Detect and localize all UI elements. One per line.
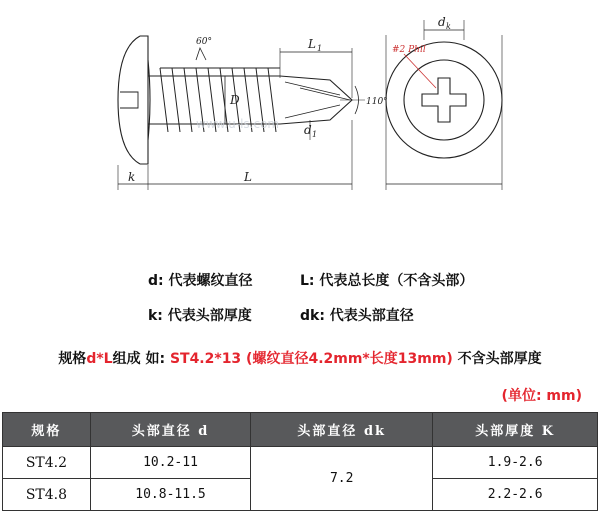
d1-label: d xyxy=(304,123,312,137)
d-diameter-label: D xyxy=(230,93,240,107)
cell-d: 10.8-11.5 xyxy=(90,479,250,511)
legend-dk: dk: 代表头部直径 xyxy=(300,308,414,324)
watermark: www.u-ls.com xyxy=(196,117,280,131)
header-k: 头部厚度 K xyxy=(433,413,598,447)
angle-60-label: 60° xyxy=(196,37,212,47)
k-label: k xyxy=(128,170,136,184)
angle-110-label: 110° xyxy=(366,97,388,107)
legend-l: L: 代表总长度（不含头部） xyxy=(300,273,474,289)
svg-text:k: k xyxy=(446,22,451,31)
table-row xyxy=(3,447,598,479)
screw-head-outline xyxy=(118,36,140,164)
cell-k: 1.9-2.6 xyxy=(433,447,598,479)
l1-label: L xyxy=(308,37,316,51)
cell-spec: ST4.8 xyxy=(3,479,91,511)
spec-rule-line: 规格d*L组成 如: ST4.2*13 (螺纹直径4.2mm*长度13mm) 不含头部厚度 xyxy=(58,351,542,367)
head-end-view xyxy=(386,42,502,158)
phil-label: #2 Phil xyxy=(392,45,426,55)
l-label: L xyxy=(244,170,252,184)
unit-label: (单位: mm) xyxy=(501,388,582,404)
technical-drawing xyxy=(0,0,600,215)
svg-text:1: 1 xyxy=(317,44,323,53)
header-dk: 头部直径 dk xyxy=(251,413,433,447)
cell-k: 2.2-2.6 xyxy=(433,479,598,511)
legend-k: k: 代表头部厚度 xyxy=(148,308,252,324)
cell-spec: ST4.2 xyxy=(3,447,91,479)
legend-d: d: 代表螺纹直径 xyxy=(148,273,253,289)
header-d: 头部直径 d xyxy=(90,413,250,447)
spec-table xyxy=(2,412,598,511)
cell-d: 10.2-11 xyxy=(90,447,250,479)
cell-dk: 7.2 xyxy=(251,447,433,511)
table-header-row xyxy=(3,413,598,447)
phillips-recess xyxy=(422,78,466,122)
dk-label: d xyxy=(438,15,446,29)
svg-text:1: 1 xyxy=(312,130,318,139)
header-spec: 规格 xyxy=(3,413,91,447)
